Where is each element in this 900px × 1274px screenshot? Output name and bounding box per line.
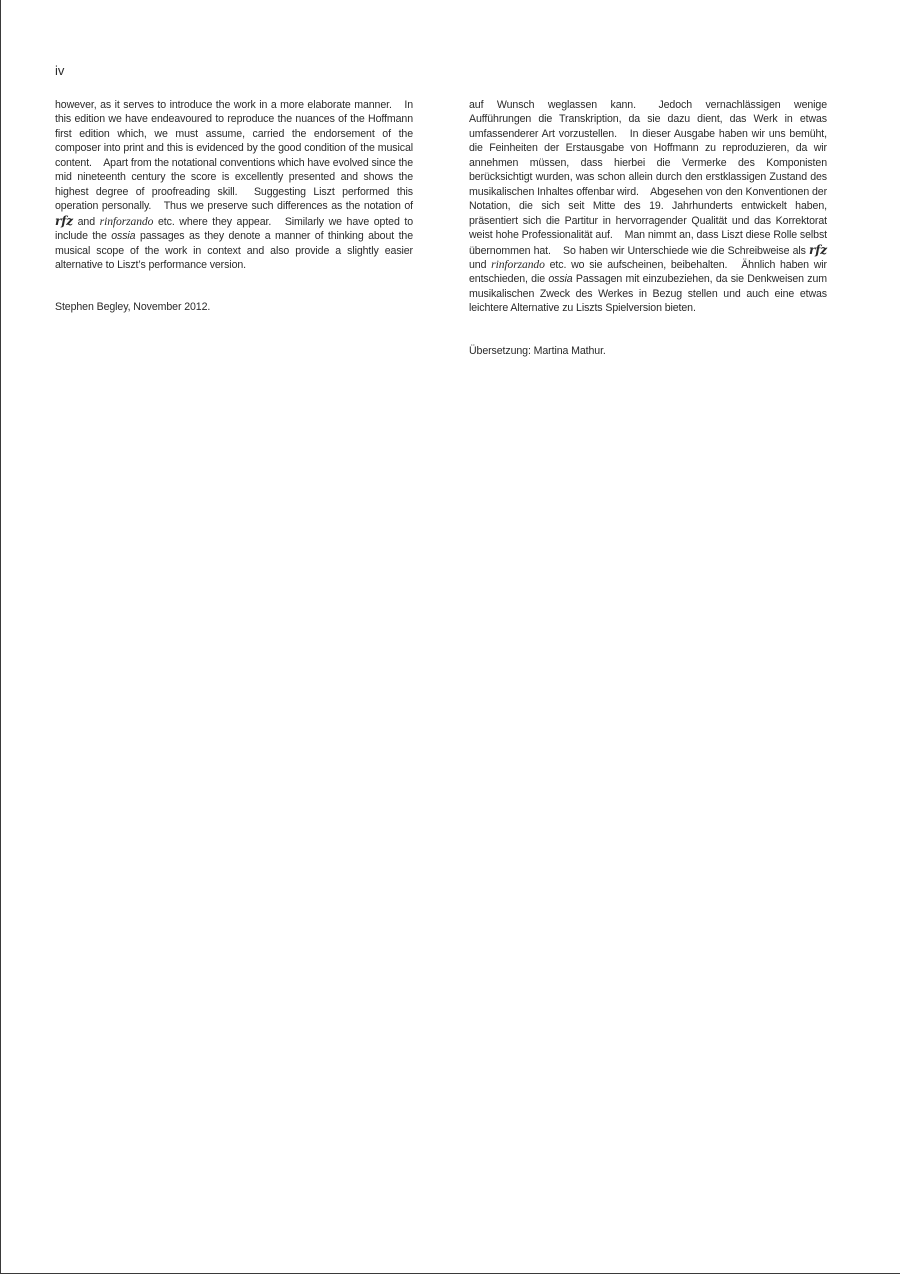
german-sentence: In dieser Ausgabe haben wir uns bemüht, die Feinheiten der Erstausgabe von Hoffmann zu reproduzieren, da wir annehmen müssen, dass hierbei die Vermerke des Komponisten berücksichtigt wurden, was schon allein durch den erstklassigen Zustand des musikalischen Inhaltes offenbar wird. [469,127,827,198]
english-sentence: etc. where they appear. [157,215,272,228]
english-sentence: Apart from the notational conventions which have evolved since the mid nineteenth century the score is excellently presented and shows the highest degree of proofreading skill. [55,156,413,198]
german-paragraph [469,98,827,316]
german-word: und [469,258,487,271]
english-sentence: however, as it serves to introduce the work in a more elaborate manner. [55,99,392,111]
english-sentence: Suggesting Liszt performed this operation personally. [55,185,413,213]
page-number: iv [55,63,65,78]
english-column [55,98,413,315]
rfz-dynamic-mark: rfz [809,242,827,257]
english-sentence: Thus we preserve such differences as the notation of [163,200,413,213]
german-sentence: Ähnlich haben wir entschieden, die [469,258,827,286]
german-sentence: Jedoch vernachlässigen wenige Aufführungen die Transkription, da sie dazu dient, das Werk in etwas umfassenderer Art vorzustellen. [469,99,827,140]
author-signature: Stephen Begley, November 2012. [55,301,211,314]
rfz-dynamic-mark: rfz [55,213,73,228]
english-sentence: Similarly we have opted to include the [55,215,414,243]
english-sentence: In this edition we have endeavoured to reproduce the nuances of the Hoffmann first edition which, we must assume, carried the endorsement of the composer into print and this is evidenced by the good condition of the musical content. [55,99,414,169]
ossia-term: ossia [111,230,136,243]
german-column [469,98,827,358]
german-sentence: So haben wir Unterschiede wie die Schreibweise als [563,244,806,257]
german-sentence: etc. wo sie aufscheinen, beibehalten. [549,258,728,271]
german-sentence: Man nimmt an, dass Liszt diese Rolle selbst übernommen hat. [469,229,827,257]
german-sentence: Abgesehen von den Konventionen der Notation, die sich seit Mitte des 19. Jahrhunderts entwickelt haben, präsentiert sich die Partitur in hervorragender Qualität und das Korrektorat weist hohe Professionalität auf. [469,185,827,242]
german-sentence: auf Wunsch weglassen kann. [469,99,636,111]
german-sentence: Passagen mit einzubeziehen, da sie Denkweisen zum musikalischen Zweck des Werkes in Bezug stellen und auch eine etwas leichtere Alternative zu Liszts Spielversion bieten. [469,273,827,315]
translator-credit: Übersetzung: Martina Mathur. [469,344,606,357]
english-sentence: passages as they denote a manner of thinking about the musical scope of the work in context and also provide a slightly easier alternative to Liszt’s performance version. [55,230,413,271]
rinforzando-term: rinforzando [99,214,154,228]
english-paragraph [55,98,413,272]
page-left-edge [0,0,1,1274]
english-word: and [77,215,96,228]
rinforzando-term: rinforzando [491,257,545,271]
ossia-term: ossia [548,273,573,286]
